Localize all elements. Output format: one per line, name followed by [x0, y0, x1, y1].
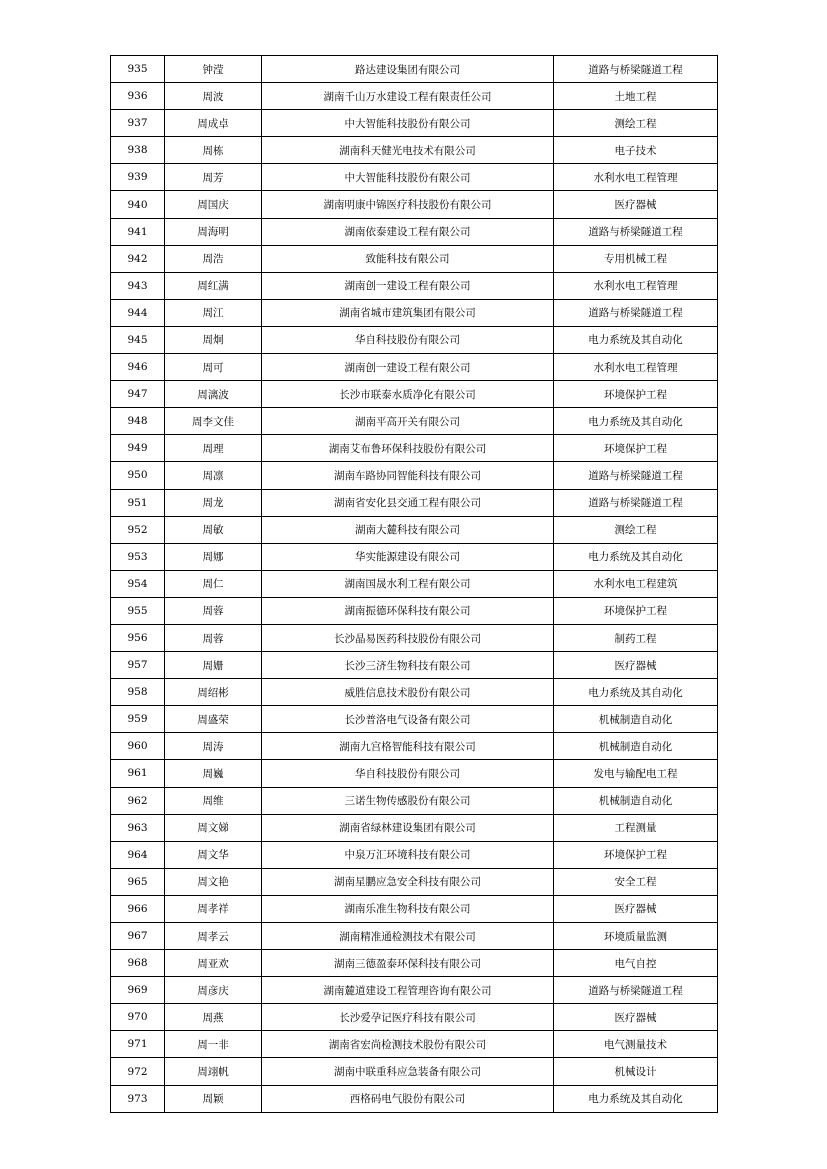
- specialty-cell: 机械制造自动化: [554, 706, 718, 733]
- person-name-cell: 周维: [165, 787, 262, 814]
- row-number-cell: 963: [111, 814, 165, 841]
- row-number-cell: 968: [111, 950, 165, 977]
- organization-cell: 湖南省宏尚检测技术股份有限公司: [262, 1031, 554, 1058]
- specialty-cell: 电力系统及其自动化: [554, 1085, 718, 1112]
- specialty-cell: 环境质量监测: [554, 923, 718, 950]
- table-row: [111, 895, 718, 922]
- person-name-cell: 周仁: [165, 570, 262, 597]
- person-name-cell: 周巍: [165, 760, 262, 787]
- person-name-cell: 周芳: [165, 164, 262, 191]
- table-row: [111, 272, 718, 299]
- table-row: [111, 570, 718, 597]
- specialty-cell: 医疗器械: [554, 652, 718, 679]
- table-row: [111, 543, 718, 570]
- specialty-cell: 水利水电工程管理: [554, 272, 718, 299]
- organization-cell: 长沙晶易医药科技股份有限公司: [262, 624, 554, 651]
- person-name-cell: 周漓波: [165, 381, 262, 408]
- row-number-cell: 966: [111, 895, 165, 922]
- organization-cell: 湖南车路协同智能科技有限公司: [262, 462, 554, 489]
- person-name-cell: 周蓉: [165, 597, 262, 624]
- organization-cell: 湖南省安化县交通工程有限公司: [262, 489, 554, 516]
- person-name-cell: 周颖: [165, 1085, 262, 1112]
- organization-cell: 威胜信息技术股份有限公司: [262, 679, 554, 706]
- row-number-cell: 955: [111, 597, 165, 624]
- roster-table-body: [111, 56, 718, 1113]
- organization-cell: 华自科技股份有限公司: [262, 326, 554, 353]
- person-name-cell: 周文华: [165, 841, 262, 868]
- person-name-cell: 周理: [165, 435, 262, 462]
- row-number-cell: 959: [111, 706, 165, 733]
- table-row: [111, 706, 718, 733]
- specialty-cell: 机械设计: [554, 1058, 718, 1085]
- specialty-cell: 道路与桥梁隧道工程: [554, 218, 718, 245]
- specialty-cell: 医疗器械: [554, 895, 718, 922]
- person-name-cell: 周翊帆: [165, 1058, 262, 1085]
- table-row: [111, 868, 718, 895]
- specialty-cell: 电气测量技术: [554, 1031, 718, 1058]
- organization-cell: 湖南依泰建设工程有限公司: [262, 218, 554, 245]
- specialty-cell: 测绘工程: [554, 110, 718, 137]
- row-number-cell: 961: [111, 760, 165, 787]
- person-name-cell: 周燕: [165, 1004, 262, 1031]
- table-row: [111, 164, 718, 191]
- row-number-cell: 957: [111, 652, 165, 679]
- table-row: [111, 191, 718, 218]
- person-name-cell: 周龙: [165, 489, 262, 516]
- organization-cell: 湖南创一建设工程有限公司: [262, 354, 554, 381]
- specialty-cell: 安全工程: [554, 868, 718, 895]
- row-number-cell: 970: [111, 1004, 165, 1031]
- person-name-cell: 周文娣: [165, 814, 262, 841]
- organization-cell: 长沙普洛电气设备有限公司: [262, 706, 554, 733]
- table-row: [111, 733, 718, 760]
- organization-cell: 湖南精准通检测技术有限公司: [262, 923, 554, 950]
- person-name-cell: 周可: [165, 354, 262, 381]
- organization-cell: 致能科技有限公司: [262, 245, 554, 272]
- table-row: [111, 110, 718, 137]
- specialty-cell: 专用机械工程: [554, 245, 718, 272]
- table-row: [111, 381, 718, 408]
- specialty-cell: 环境保护工程: [554, 381, 718, 408]
- table-row: [111, 787, 718, 814]
- row-number-cell: 940: [111, 191, 165, 218]
- specialty-cell: 土地工程: [554, 83, 718, 110]
- row-number-cell: 972: [111, 1058, 165, 1085]
- person-name-cell: 周彦庆: [165, 977, 262, 1004]
- roster-table: [110, 55, 718, 1113]
- person-name-cell: 周涛: [165, 733, 262, 760]
- table-row: [111, 814, 718, 841]
- person-name-cell: 周盛荣: [165, 706, 262, 733]
- table-row: [111, 841, 718, 868]
- organization-cell: 三诺生物传感股份有限公司: [262, 787, 554, 814]
- specialty-cell: 医疗器械: [554, 1004, 718, 1031]
- specialty-cell: 机械制造自动化: [554, 787, 718, 814]
- row-number-cell: 954: [111, 570, 165, 597]
- organization-cell: 湖南明康中锦医疗科技股份有限公司: [262, 191, 554, 218]
- organization-cell: 路达建设集团有限公司: [262, 56, 554, 83]
- person-name-cell: 周国庆: [165, 191, 262, 218]
- table-row: [111, 299, 718, 326]
- specialty-cell: 测绘工程: [554, 516, 718, 543]
- row-number-cell: 969: [111, 977, 165, 1004]
- specialty-cell: 环境保护工程: [554, 841, 718, 868]
- organization-cell: 湖南省城市建筑集团有限公司: [262, 299, 554, 326]
- table-row: [111, 408, 718, 435]
- specialty-cell: 电气自控: [554, 950, 718, 977]
- table-row: [111, 435, 718, 462]
- table-row: [111, 624, 718, 651]
- organization-cell: 中泉万汇环境科技有限公司: [262, 841, 554, 868]
- person-name-cell: 周娜: [165, 543, 262, 570]
- row-number-cell: 941: [111, 218, 165, 245]
- row-number-cell: 965: [111, 868, 165, 895]
- row-number-cell: 949: [111, 435, 165, 462]
- row-number-cell: 960: [111, 733, 165, 760]
- specialty-cell: 道路与桥梁隧道工程: [554, 977, 718, 1004]
- organization-cell: 湖南大麓科技有限公司: [262, 516, 554, 543]
- row-number-cell: 945: [111, 326, 165, 353]
- specialty-cell: 道路与桥梁隧道工程: [554, 299, 718, 326]
- organization-cell: 长沙市联泰水质净化有限公司: [262, 381, 554, 408]
- organization-cell: 长沙爱孕记医疗科技有限公司: [262, 1004, 554, 1031]
- table-row: [111, 760, 718, 787]
- row-number-cell: 948: [111, 408, 165, 435]
- organization-cell: 湖南创一建设工程有限公司: [262, 272, 554, 299]
- table-row: [111, 489, 718, 516]
- person-name-cell: 周敏: [165, 516, 262, 543]
- person-name-cell: 周一非: [165, 1031, 262, 1058]
- specialty-cell: 环境保护工程: [554, 435, 718, 462]
- organization-cell: 湖南中联重科应急装备有限公司: [262, 1058, 554, 1085]
- specialty-cell: 机械制造自动化: [554, 733, 718, 760]
- specialty-cell: 水利水电工程建筑: [554, 570, 718, 597]
- person-name-cell: 周绍彬: [165, 679, 262, 706]
- organization-cell: 中大智能科技股份有限公司: [262, 110, 554, 137]
- organization-cell: 华自科技股份有限公司: [262, 760, 554, 787]
- table-row: [111, 950, 718, 977]
- table-row: [111, 516, 718, 543]
- organization-cell: 湖南国晟水利工程有限公司: [262, 570, 554, 597]
- specialty-cell: 道路与桥梁隧道工程: [554, 462, 718, 489]
- table-row: [111, 679, 718, 706]
- table-row: [111, 1031, 718, 1058]
- row-number-cell: 973: [111, 1085, 165, 1112]
- organization-cell: 长沙三济生物科技有限公司: [262, 652, 554, 679]
- organization-cell: 湖南麓道建设工程管理咨询有限公司: [262, 977, 554, 1004]
- person-name-cell: 周孝祥: [165, 895, 262, 922]
- organization-cell: 湖南星鹏应急安全科技有限公司: [262, 868, 554, 895]
- table-row: [111, 56, 718, 83]
- person-name-cell: 周栋: [165, 137, 262, 164]
- organization-cell: 湖南科天健光电技术有限公司: [262, 137, 554, 164]
- specialty-cell: 道路与桥梁隧道工程: [554, 56, 718, 83]
- person-name-cell: 周炯: [165, 326, 262, 353]
- person-name-cell: 周蓉: [165, 624, 262, 651]
- specialty-cell: 发电与输配电工程: [554, 760, 718, 787]
- row-number-cell: 937: [111, 110, 165, 137]
- person-name-cell: 周波: [165, 83, 262, 110]
- table-row: [111, 137, 718, 164]
- person-name-cell: 周姗: [165, 652, 262, 679]
- organization-cell: 湖南九宫格智能科技有限公司: [262, 733, 554, 760]
- table-row: [111, 326, 718, 353]
- person-name-cell: 周江: [165, 299, 262, 326]
- person-name-cell: 周文艳: [165, 868, 262, 895]
- specialty-cell: 电力系统及其自动化: [554, 543, 718, 570]
- person-name-cell: 周红满: [165, 272, 262, 299]
- row-number-cell: 950: [111, 462, 165, 489]
- row-number-cell: 953: [111, 543, 165, 570]
- organization-cell: 西格码电气股份有限公司: [262, 1085, 554, 1112]
- person-name-cell: 钟滢: [165, 56, 262, 83]
- specialty-cell: 医疗器械: [554, 191, 718, 218]
- person-name-cell: 周海明: [165, 218, 262, 245]
- table-row: [111, 923, 718, 950]
- organization-cell: 湖南振德环保科技有限公司: [262, 597, 554, 624]
- specialty-cell: 电力系统及其自动化: [554, 326, 718, 353]
- person-name-cell: 周亚欢: [165, 950, 262, 977]
- person-name-cell: 周成卓: [165, 110, 262, 137]
- person-name-cell: 周李文佳: [165, 408, 262, 435]
- specialty-cell: 水利水电工程管理: [554, 164, 718, 191]
- row-number-cell: 952: [111, 516, 165, 543]
- organization-cell: 华实能源建设有限公司: [262, 543, 554, 570]
- row-number-cell: 935: [111, 56, 165, 83]
- table-row: [111, 1004, 718, 1031]
- organization-cell: 湖南省绿林建设集团有限公司: [262, 814, 554, 841]
- specialty-cell: 道路与桥梁隧道工程: [554, 489, 718, 516]
- organization-cell: 中大智能科技股份有限公司: [262, 164, 554, 191]
- table-row: [111, 462, 718, 489]
- person-name-cell: 周浩: [165, 245, 262, 272]
- organization-cell: 湖南千山万水建设工程有限责任公司: [262, 83, 554, 110]
- table-row: [111, 218, 718, 245]
- table-row: [111, 245, 718, 272]
- table-row: [111, 977, 718, 1004]
- row-number-cell: 967: [111, 923, 165, 950]
- table-row: [111, 652, 718, 679]
- specialty-cell: 电力系统及其自动化: [554, 408, 718, 435]
- table-row: [111, 1085, 718, 1112]
- organization-cell: 湖南三德盈泰环保科技有限公司: [262, 950, 554, 977]
- table-row: [111, 597, 718, 624]
- row-number-cell: 938: [111, 137, 165, 164]
- row-number-cell: 951: [111, 489, 165, 516]
- row-number-cell: 936: [111, 83, 165, 110]
- row-number-cell: 971: [111, 1031, 165, 1058]
- organization-cell: 湖南艾布鲁环保科技股份有限公司: [262, 435, 554, 462]
- specialty-cell: 电力系统及其自动化: [554, 679, 718, 706]
- table-row: [111, 354, 718, 381]
- row-number-cell: 958: [111, 679, 165, 706]
- row-number-cell: 964: [111, 841, 165, 868]
- table-row: [111, 1058, 718, 1085]
- specialty-cell: 工程测量: [554, 814, 718, 841]
- row-number-cell: 939: [111, 164, 165, 191]
- row-number-cell: 944: [111, 299, 165, 326]
- specialty-cell: 电子技术: [554, 137, 718, 164]
- row-number-cell: 943: [111, 272, 165, 299]
- row-number-cell: 956: [111, 624, 165, 651]
- table-row: [111, 83, 718, 110]
- specialty-cell: 水利水电工程管理: [554, 354, 718, 381]
- organization-cell: 湖南乐准生物科技有限公司: [262, 895, 554, 922]
- row-number-cell: 942: [111, 245, 165, 272]
- person-name-cell: 周孝云: [165, 923, 262, 950]
- row-number-cell: 962: [111, 787, 165, 814]
- person-name-cell: 周凛: [165, 462, 262, 489]
- row-number-cell: 946: [111, 354, 165, 381]
- specialty-cell: 环境保护工程: [554, 597, 718, 624]
- specialty-cell: 制药工程: [554, 624, 718, 651]
- row-number-cell: 947: [111, 381, 165, 408]
- organization-cell: 湖南平高开关有限公司: [262, 408, 554, 435]
